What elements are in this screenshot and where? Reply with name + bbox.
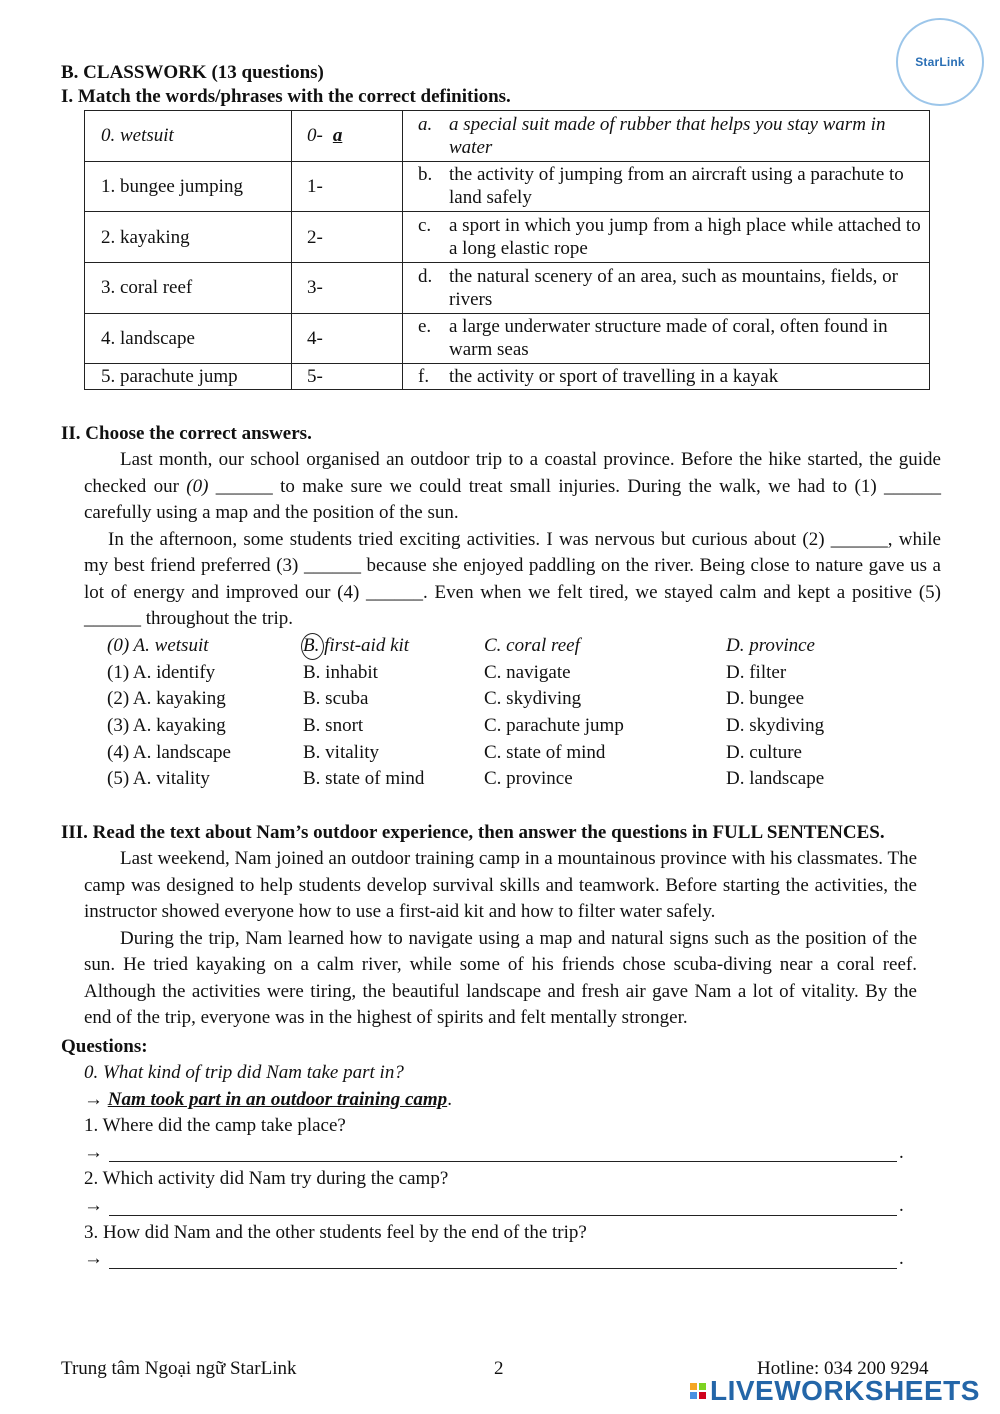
- answer-cell[interactable]: 3-: [292, 262, 403, 313]
- passage-paragraph: Last weekend, Nam joined an outdoor training camp in a mountainous province with his classmates. The camp was designed to help students develop survival skills and teamwork. Before starting the activities, the instructor showed everyone how to use a first-aid kit and how to filter water safely.: [84, 848, 917, 922]
- table-row: [85, 364, 930, 390]
- part1-title: I. Match the words/phrases with the correct definitions.: [61, 86, 511, 107]
- option-d[interactable]: D. filter: [726, 661, 787, 683]
- question-0: 0. What kind of trip did Nam take part in?: [84, 1062, 404, 1083]
- word-cell: 1. bungee jumping: [85, 161, 292, 212]
- word-cell: 0. wetsuit: [85, 111, 292, 162]
- option-b[interactable]: B. scuba: [303, 688, 369, 710]
- definition-cell: b. the activity of jumping from an aircraft using a parachute to land safely: [403, 161, 930, 212]
- starlink-logo: StarLink: [896, 18, 984, 106]
- answer-input-1[interactable]: [109, 1143, 897, 1162]
- option-a[interactable]: (5) A. vitality: [107, 768, 210, 790]
- word-cell: 4. landscape: [85, 313, 292, 364]
- part2-title: II. Choose the correct answers.: [61, 423, 312, 444]
- matching-table: [84, 110, 930, 390]
- option-b[interactable]: B. inhabit: [303, 661, 378, 683]
- footer-page-number: 2: [494, 1358, 504, 1379]
- option-a[interactable]: (2) A. kayaking: [107, 688, 226, 710]
- question-1: 1. Where did the camp take place?: [84, 1115, 346, 1137]
- question-3: 3. How did Nam and the other students feel by the end of the trip?: [84, 1221, 587, 1243]
- word-cell: 3. coral reef: [85, 262, 292, 313]
- answer-line-3: → .: [84, 1248, 904, 1270]
- option-c[interactable]: C. skydiving: [484, 688, 582, 710]
- option-c[interactable]: C. parachute jump: [484, 715, 624, 737]
- questions-label: Questions:: [61, 1036, 148, 1057]
- option-c[interactable]: C. coral reef: [484, 635, 580, 656]
- answer-0: → Nam took part in an outdoor training camp.: [84, 1088, 452, 1110]
- definition-cell: e. a large underwater structure made of coral, often found in warm seas: [403, 313, 930, 364]
- answer-cell[interactable]: 4-: [292, 313, 403, 364]
- definition-cell: f. the activity or sport of travelling in a kayak: [403, 364, 930, 390]
- part3-title: III. Read the text about Nam’s outdoor experience, then answer the questions in FULL SENTENCES.: [61, 822, 885, 843]
- option-a[interactable]: (0) A. wetsuit: [107, 635, 209, 656]
- definition-cell: c. a sport in which you jump from a high place while attached to a long elastic rope: [403, 212, 930, 263]
- option-b[interactable]: B. state of mind: [303, 768, 425, 790]
- answer-cell[interactable]: 1-: [292, 161, 403, 212]
- table-row: [85, 212, 930, 263]
- definition-cell: a. a special suit made of rubber that helps you stay warm in water: [403, 111, 930, 162]
- answer-line-2: → .: [84, 1194, 904, 1216]
- word-cell: 2. kayaking: [85, 212, 292, 263]
- table-row: [85, 262, 930, 313]
- option-a[interactable]: (4) A. landscape: [107, 741, 231, 763]
- liveworksheets-icon: [690, 1383, 706, 1399]
- passage-paragraph: Last month, our school organised an outdoor trip to a coastal province. Before the hike started, the guide checked our (0) ______ to make sure we could treat small injuries. During the walk, we had to (1) ______ carefully using a map and the position of the sun.: [84, 449, 942, 523]
- option-c[interactable]: C. navigate: [484, 661, 571, 683]
- answer-cell[interactable]: 2-: [292, 212, 403, 263]
- passage-paragraph: In the afternoon, some students tried exciting activities. I was nervous but curious about (2) ______, while my best friend preferred (3) ______ because she enjoyed paddling on the river. Being close to nature gave us a lot of energy and improved our (4) ______. Even when we felt tired, we stayed calm and kept a positive (5) ______ throughout the trip.: [84, 528, 941, 629]
- option-d[interactable]: D. landscape: [726, 768, 825, 790]
- option-a[interactable]: (1) A. identify: [107, 661, 216, 683]
- option-d[interactable]: D. culture: [726, 741, 802, 763]
- option-d[interactable]: D. bungee: [726, 688, 805, 710]
- option-b[interactable]: B. snort: [303, 715, 364, 737]
- example-answer: a: [332, 125, 343, 147]
- part2-passage: [84, 447, 941, 633]
- questions-block: [84, 1060, 924, 1273]
- footer-center-name: Trung tâm Ngoại ngữ StarLink: [61, 1358, 297, 1379]
- table-row: [85, 313, 930, 364]
- selected-answer-circle: [301, 633, 324, 660]
- passage-paragraph: During the trip, Nam learned how to navigate using a map and natural signs such as the position of the sun. He tried kayaking on a calm river, while some of his friends chose scuba-diving near a coral reef. Although the activities were tiring, the beautiful landscape and fresh air gave Nam a lot of vitality. By the end of the trip, everyone was in the highest of spirits and felt mentally stronger.: [84, 927, 917, 1028]
- footer-hotline: Hotline: 034 200 9294: [757, 1358, 929, 1379]
- answer-cell[interactable]: 0- a: [292, 111, 403, 162]
- option-c[interactable]: C. province: [484, 768, 573, 790]
- option-a[interactable]: (3) A. kayaking: [107, 715, 226, 737]
- section-b-title: B. CLASSWORK (13 questions): [61, 62, 324, 83]
- part3-passage: [84, 846, 917, 1032]
- option-d[interactable]: D. skydiving: [726, 715, 825, 737]
- answer-input-3[interactable]: [109, 1250, 897, 1269]
- liveworksheets-watermark: LIVEWORKSHEETS: [690, 1375, 980, 1407]
- word-cell: 5. parachute jump: [85, 364, 292, 390]
- option-b[interactable]: B. vitality: [303, 741, 379, 763]
- answer-input-2[interactable]: [109, 1197, 897, 1216]
- option-d[interactable]: D. province: [726, 635, 815, 656]
- answer-cell[interactable]: 5-: [292, 364, 403, 390]
- option-b[interactable]: B. first-aid kit: [303, 635, 410, 656]
- question-2: 2. Which activity did Nam try during the camp?: [84, 1168, 449, 1190]
- definition-cell: d. the natural scenery of an area, such as mountains, fields, or rivers: [403, 262, 930, 313]
- table-row: [85, 111, 930, 162]
- option-c[interactable]: C. state of mind: [484, 741, 606, 763]
- example-answer-text: Nam took part in an outdoor training camp: [107, 1088, 448, 1110]
- table-row: [85, 161, 930, 212]
- answer-line-1: → .: [84, 1141, 904, 1163]
